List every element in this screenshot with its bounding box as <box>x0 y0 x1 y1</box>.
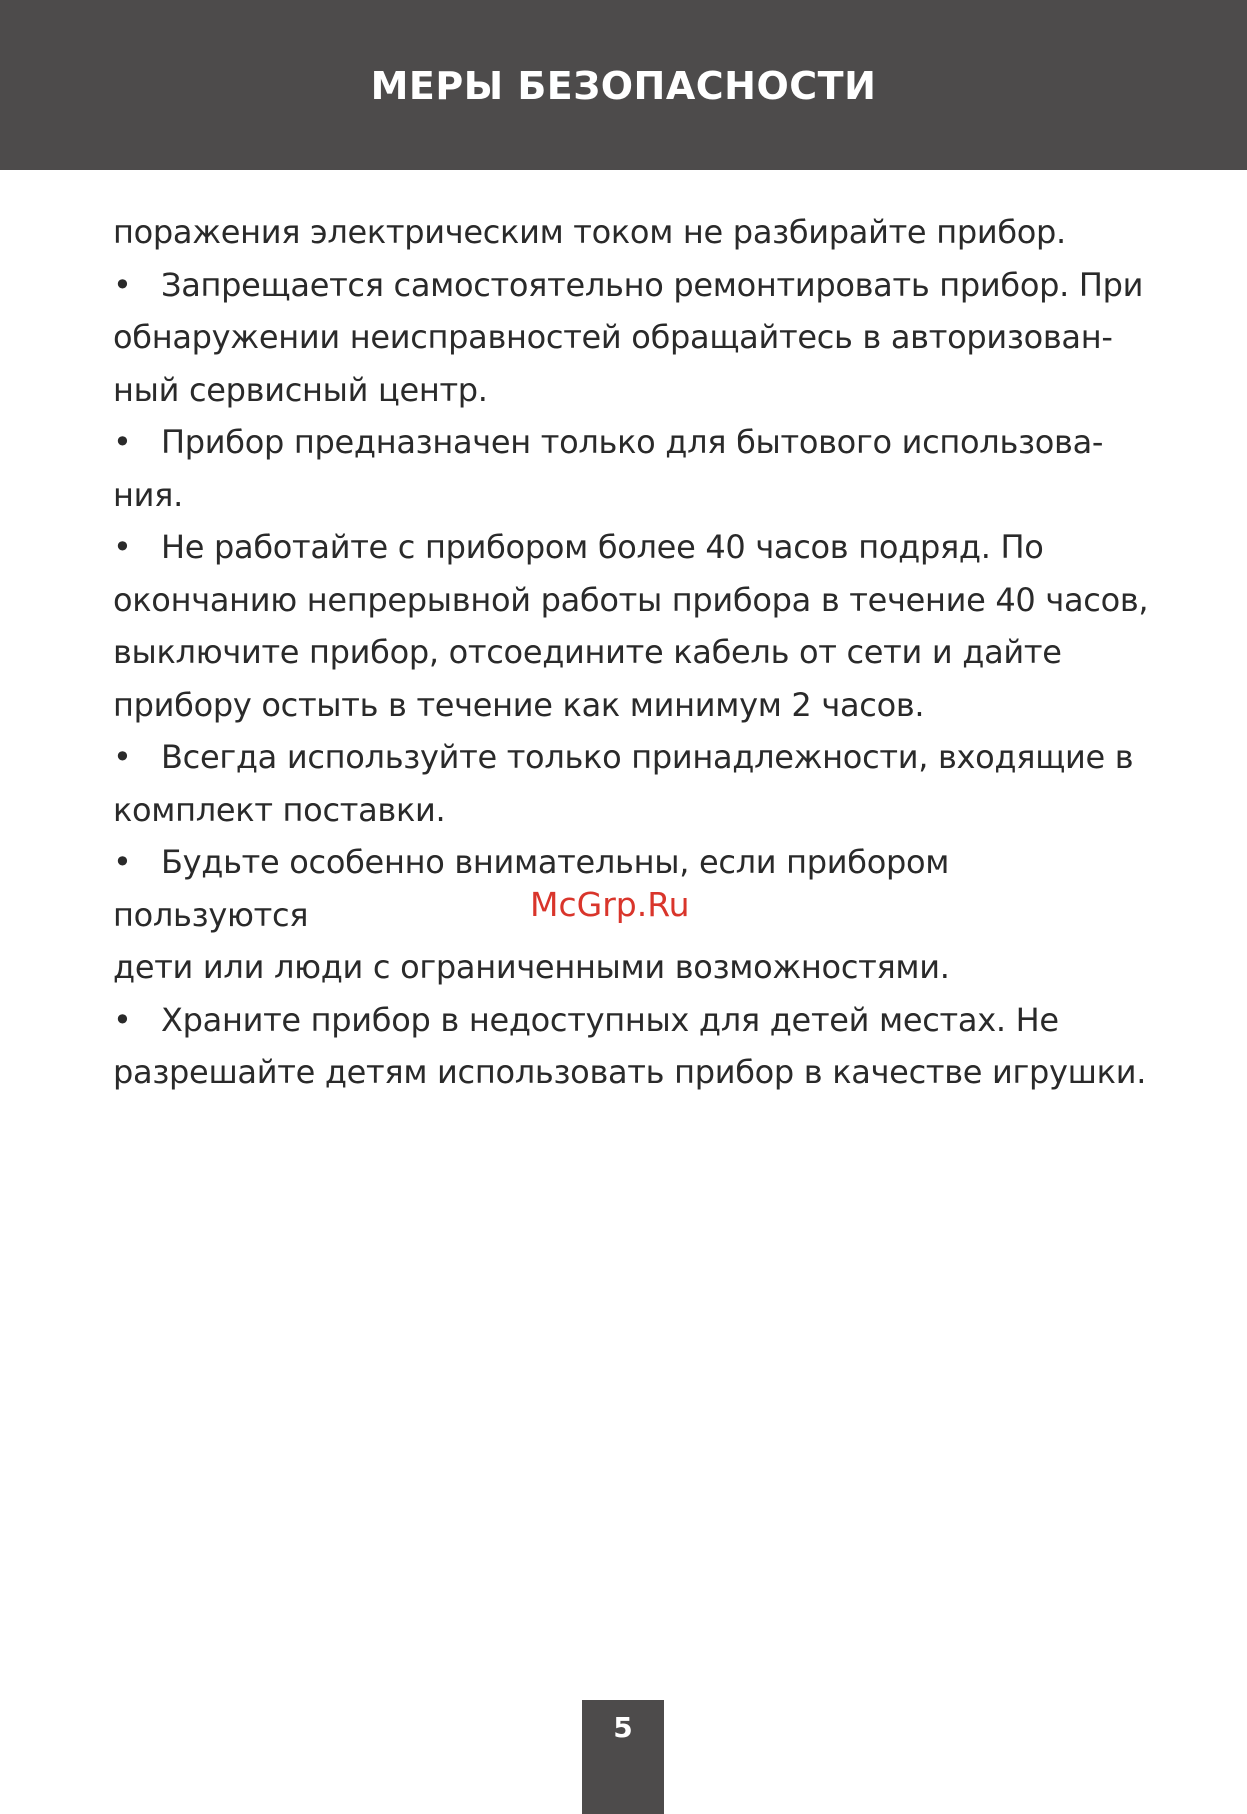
watermark: McGrp.Ru <box>530 885 690 924</box>
bullet-icon: • <box>113 843 132 881</box>
header-band <box>0 0 1247 170</box>
continuation-line: поражения электрическим током не разбирайте прибор. <box>113 213 1066 251</box>
list-item-continuation: дети или люди с ограниченными возможностями. <box>113 948 950 986</box>
bullet-icon: • <box>113 423 132 461</box>
page-number-tab <box>582 1700 664 1814</box>
list-item-continuation: разрешайте детям использовать прибор в качестве игрушки. <box>113 1053 1147 1091</box>
list-item-text: Запрещается самостоятельно ремонтировать прибор. При <box>161 265 1144 304</box>
bullet-icon: • <box>113 738 132 776</box>
list-item-text: Храните прибор в недоступных для детей местах. Не <box>161 1000 1059 1039</box>
list-item-text: Всегда используйте только принадлежности, входящие в <box>161 738 1134 776</box>
bullet-icon: • <box>113 265 132 304</box>
list-item-continuation: выключите прибор, отсоедините кабель от сети и дайте <box>113 633 1062 671</box>
list-item <box>113 521 1153 574</box>
bullet-icon: • <box>113 528 132 566</box>
list-item <box>113 416 1153 469</box>
list-item <box>113 731 1153 784</box>
list-item-text: Не работайте с прибором более 40 часов подряд. По <box>161 528 1044 566</box>
page-number: 5 <box>613 1711 633 1744</box>
list-item-text: Будьте особенно внимательны, если прибором пользуются <box>113 843 950 934</box>
list-item <box>113 994 1153 1047</box>
list-item <box>113 259 1153 312</box>
safety-instructions <box>113 206 1153 1099</box>
list-item-continuation: обнаружении неисправностей обращайтесь в авторизован- <box>113 318 1113 356</box>
list-item-continuation: комплект поставки. <box>113 790 446 829</box>
list-item-continuation: прибору остыть в течение как минимум 2 часов. <box>113 685 925 724</box>
list-item-continuation: окончанию непрерывной работы прибора в течение 40 часов, <box>113 580 1149 619</box>
page-title: МЕРЫ БЕЗОПАСНОСТИ <box>370 64 877 108</box>
bullet-icon: • <box>113 1000 132 1039</box>
list-item-continuation: ния. <box>113 475 183 514</box>
list-item-continuation: ный сервисный центр. <box>113 370 488 409</box>
list-item-text: Прибор предназначен только для бытового использова- <box>161 423 1104 461</box>
